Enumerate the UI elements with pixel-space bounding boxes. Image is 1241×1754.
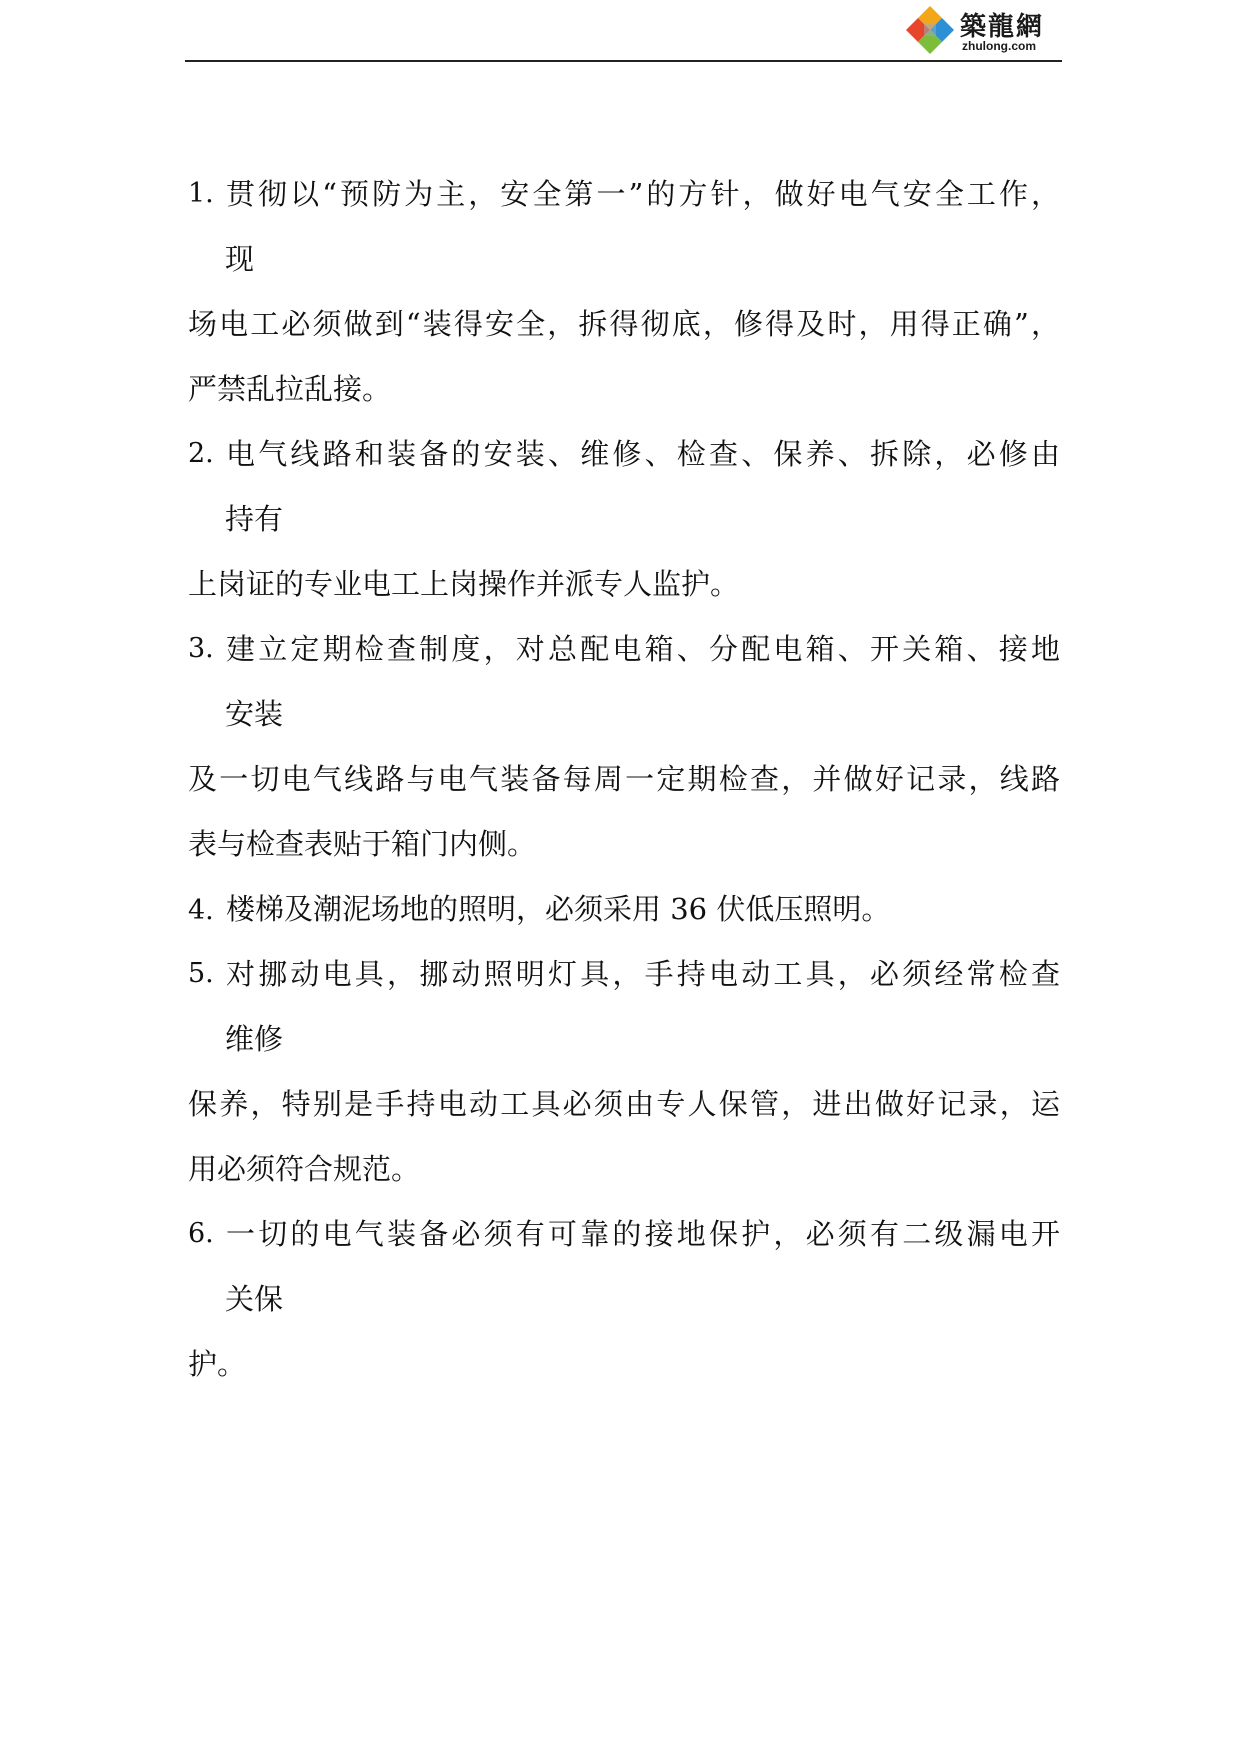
zhulong-logo [902,2,1072,58]
list-item-text: 贯彻以“预防为主，安全第一”的方针，做好电气安全工作， [226,177,1060,211]
list-item-2-wrap: 持有 [225,502,284,536]
logo-english-text: zhulong.com [962,39,1036,53]
list-item-text: 一切的电气装备必须有可靠的接地保护，必须有二级漏电开 [226,1217,1060,1251]
list-item-2-line-1 [188,434,1060,474]
list-item-6-wrap: 关保 [225,1282,284,1316]
list-item-text: 楼梯及潮泥场地的照明，必须采用 36 伏低压照明。 [226,892,891,926]
list-item-text: 电气线路和装备的安装、维修、检查、保养、拆除，必修由 [226,437,1060,471]
list-item-number: 4. [188,895,214,926]
list-item-1-wrap: 现 [225,242,255,276]
list-item-number: 2. [188,438,214,469]
list-item-3-line-1 [188,629,1060,669]
list-item-3-cont-1: 及一切电气线路与电气装备每周一定期检查，并做好记录，线路 [188,762,1060,796]
list-item-5-wrap: 维修 [225,1022,284,1056]
list-item-1-line-1 [188,174,1060,214]
list-item-1-cont-1: 场电工必须做到“装得安全，拆得彻底，修得及时，用得正确”， [188,307,1060,341]
list-item-4-line-1 [188,889,1060,929]
list-item-3-cont-2: 表与检查表贴于箱门内侧。 [188,827,537,861]
list-item-number: 6. [188,1218,214,1249]
list-item-6-line-1 [188,1214,1060,1254]
header-divider [185,60,1062,62]
list-item-2-cont-1: 上岗证的专业电工上岗操作并派专人监护。 [188,567,740,601]
list-item-number: 1. [188,178,214,209]
zhulong-logo-icon [902,2,958,58]
list-item-5-cont-2: 用必须符合规范。 [188,1152,421,1186]
list-item-5-line-1 [188,954,1060,994]
list-item-6-cont-1: 护。 [188,1347,247,1381]
list-item-3-wrap: 安装 [225,697,284,731]
list-item-number: 5. [188,958,214,989]
logo-chinese-text: 築龍網 [960,12,1045,42]
list-item-text: 对挪动电具，挪动照明灯具，手持电动工具，必须经常检查 [226,957,1060,991]
list-item-number: 3. [188,633,214,664]
list-item-1-cont-2: 严禁乱拉乱接。 [188,372,392,406]
list-item-5-cont-1: 保养，特别是手持电动工具必须由专人保管，进出做好记录，运 [188,1087,1060,1121]
list-item-text: 建立定期检查制度，对总配电箱、分配电箱、开关箱、接地 [226,632,1060,666]
